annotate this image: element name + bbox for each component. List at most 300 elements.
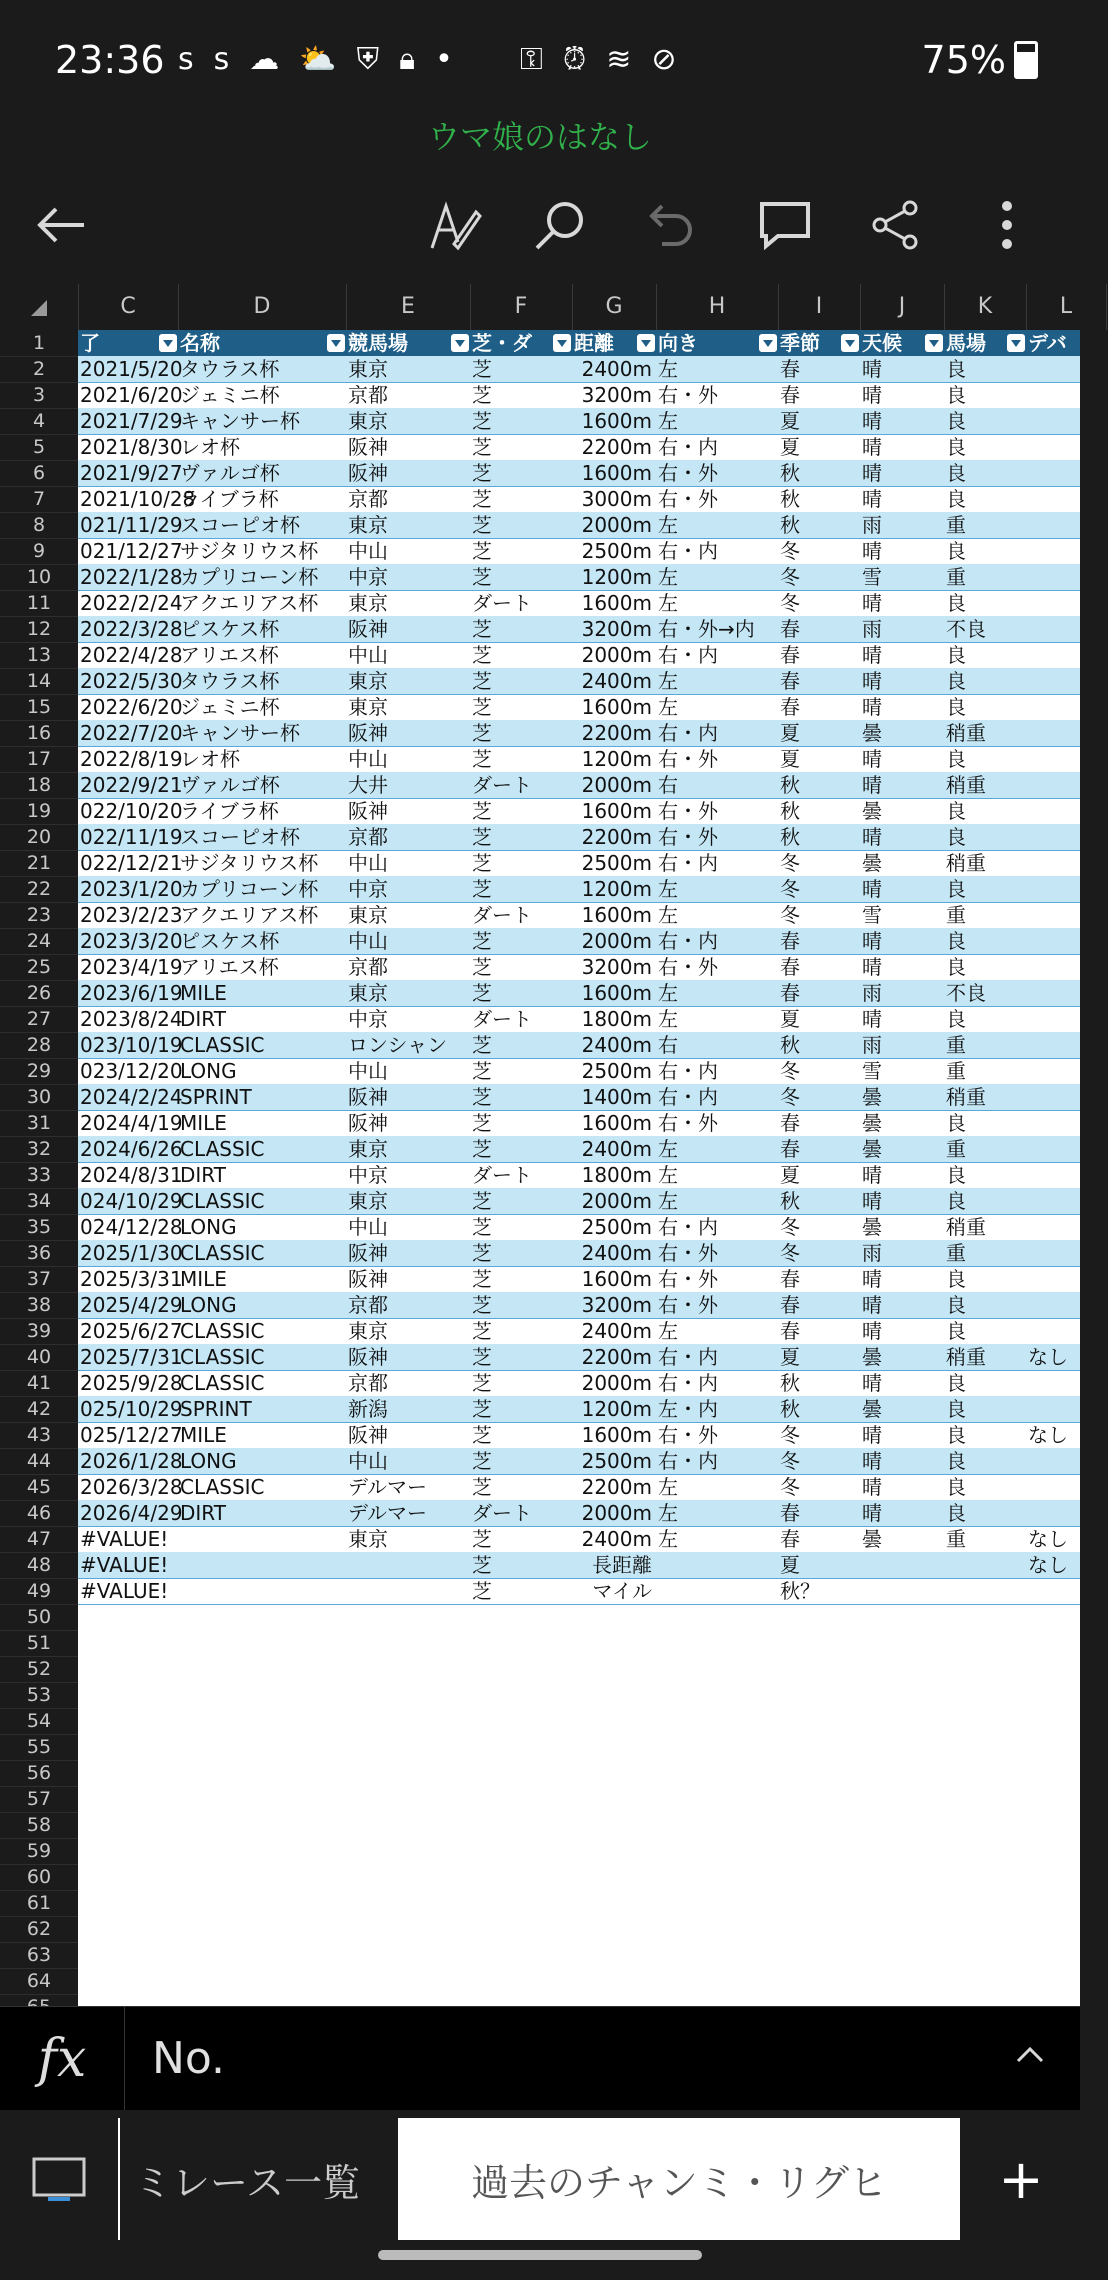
row-number[interactable]: 30 (0, 1084, 78, 1111)
table-cell[interactable]: 秋 (780, 1189, 800, 1213)
table-cell[interactable]: 秋 (780, 825, 800, 849)
table-cell[interactable]: 良 (946, 591, 966, 615)
table-cell[interactable]: 良 (946, 409, 966, 433)
table-row[interactable] (78, 720, 1080, 747)
table-cell[interactable]: 冬 (780, 1475, 800, 1499)
table-cell[interactable]: 晴 (862, 1371, 882, 1395)
table-cell[interactable]: 良 (946, 487, 966, 511)
table-cell[interactable]: 晴 (862, 877, 882, 901)
table-cell[interactable]: 良 (946, 799, 966, 823)
table-cell[interactable]: 左 (658, 591, 678, 615)
table-cell[interactable]: 京都 (348, 383, 388, 407)
header-cell[interactable] (1026, 330, 1108, 356)
table-cell[interactable]: 右・外 (658, 487, 718, 511)
row-number[interactable]: 58 (0, 1812, 78, 1839)
row-number[interactable]: 29 (0, 1058, 78, 1085)
table-cell[interactable]: 2023/2/23 (80, 903, 183, 927)
table-cell[interactable]: 芝 (472, 643, 492, 667)
table-cell[interactable]: 右・外 (658, 1241, 718, 1265)
table-row[interactable] (78, 1344, 1080, 1371)
table-cell[interactable]: 1600m (581, 461, 652, 485)
table-cell[interactable]: 023/10/19 (80, 1033, 183, 1057)
table-cell[interactable]: 2500m (581, 1059, 652, 1083)
table-cell[interactable]: 1200m (581, 1397, 652, 1421)
table-cell[interactable]: 芝 (472, 669, 492, 693)
table-cell[interactable]: 右・内 (658, 539, 718, 563)
table-cell[interactable]: 良 (946, 1371, 966, 1395)
table-cell[interactable]: 2200m (581, 721, 652, 745)
more-options-icon[interactable] (972, 190, 1042, 260)
table-cell[interactable]: #VALUE! (80, 1553, 169, 1577)
table-cell[interactable]: 2000m (581, 1189, 652, 1213)
table-cell[interactable]: 良 (946, 1189, 966, 1213)
table-cell[interactable]: 春 (780, 1527, 800, 1551)
table-cell[interactable]: 晴 (862, 695, 882, 719)
table-cell[interactable] (1026, 1084, 1108, 1110)
table-cell[interactable]: キャンサー杯 (180, 721, 300, 745)
table-cell[interactable]: 右 (658, 1033, 678, 1057)
table-cell[interactable]: CLASSIC (180, 1033, 265, 1057)
table-cell[interactable] (1026, 616, 1108, 642)
table-cell[interactable]: 左 (658, 565, 678, 589)
table-cell[interactable]: 良 (946, 955, 966, 979)
table-cell[interactable]: 雨 (862, 1241, 882, 1265)
table-row[interactable] (78, 1292, 1080, 1319)
row-number[interactable]: 9 (0, 538, 78, 565)
table-cell[interactable]: 3200m (581, 383, 652, 407)
table-cell[interactable]: 2500m (581, 539, 652, 563)
table-cell[interactable]: 2000m (581, 773, 652, 797)
header-cell[interactable] (470, 330, 574, 356)
table-cell[interactable]: 中京 (348, 1007, 388, 1031)
table-cell[interactable]: サジタリウス杯 (180, 539, 319, 563)
row-number[interactable]: 48 (0, 1552, 78, 1579)
row-number[interactable]: 42 (0, 1396, 78, 1423)
table-cell[interactable]: 中山 (348, 643, 388, 667)
table-cell[interactable]: 芝 (472, 1345, 492, 1369)
table-cell[interactable] (1026, 564, 1108, 590)
table-cell[interactable]: 芝 (472, 799, 492, 823)
table-row[interactable] (78, 876, 1080, 903)
table-cell[interactable]: 2023/4/19 (80, 955, 183, 979)
table-cell[interactable]: ジェミニ杯 (180, 695, 280, 719)
row-number[interactable]: 23 (0, 902, 78, 929)
table-cell[interactable]: 良 (946, 461, 966, 485)
table-cell[interactable]: 曇 (862, 851, 882, 875)
table-cell[interactable]: ロンシャン (348, 1033, 448, 1057)
table-cell[interactable]: 晴 (862, 357, 882, 381)
row-number[interactable]: 52 (0, 1656, 78, 1683)
table-cell[interactable] (1026, 460, 1108, 486)
table-cell[interactable]: 重 (946, 903, 966, 927)
table-cell[interactable]: 春 (780, 643, 800, 667)
table-cell[interactable]: 曇 (862, 721, 882, 745)
table-cell[interactable]: LONG (180, 1215, 237, 1239)
table-cell[interactable] (1026, 1448, 1108, 1474)
header-cell[interactable] (778, 330, 862, 356)
table-cell[interactable]: 晴 (862, 1475, 882, 1499)
table-cell[interactable]: 2021/8/30 (80, 435, 183, 459)
table-cell[interactable]: 良 (946, 669, 966, 693)
table-cell[interactable]: ジェミニ杯 (180, 383, 280, 407)
filter-dropdown-icon[interactable] (1007, 334, 1025, 352)
table-cell[interactable] (1026, 720, 1108, 746)
tab-race-list[interactable] (122, 2118, 404, 2240)
table-cell[interactable]: 右・内 (658, 643, 718, 667)
table-cell[interactable]: 春 (780, 981, 800, 1005)
table-cell[interactable]: 東京 (348, 409, 388, 433)
row-number[interactable]: 27 (0, 1006, 78, 1033)
column-header-k[interactable]: K (944, 284, 1027, 330)
table-cell[interactable] (1026, 1370, 1108, 1396)
table-row[interactable] (78, 694, 1080, 721)
row-number[interactable]: 11 (0, 590, 78, 617)
table-cell[interactable] (1026, 1058, 1108, 1084)
table-row[interactable] (78, 902, 1080, 929)
table-row[interactable] (78, 460, 1080, 487)
table-cell[interactable] (860, 1578, 946, 1604)
table-cell[interactable]: 晴 (862, 409, 882, 433)
table-cell[interactable]: 良 (946, 695, 966, 719)
row-number[interactable]: 15 (0, 694, 78, 721)
row-number[interactable]: 44 (0, 1448, 78, 1475)
row-number[interactable]: 32 (0, 1136, 78, 1163)
table-cell[interactable]: 阪神 (348, 721, 388, 745)
row-number[interactable]: 20 (0, 824, 78, 851)
table-cell[interactable]: 冬 (780, 877, 800, 901)
table-cell[interactable]: カプリコーン杯 (180, 877, 319, 901)
table-cell[interactable]: 東京 (348, 981, 388, 1005)
table-cell[interactable]: 2400m (581, 1241, 652, 1265)
table-row[interactable] (78, 486, 1080, 513)
table-cell[interactable]: 東京 (348, 1137, 388, 1161)
table-cell[interactable]: スコーピオ杯 (180, 513, 300, 537)
table-cell[interactable]: 芝 (472, 1449, 492, 1473)
table-cell[interactable] (1026, 694, 1108, 720)
table-cell[interactable]: 良 (946, 435, 966, 459)
row-number[interactable]: 34 (0, 1188, 78, 1215)
table-cell[interactable] (1026, 1006, 1108, 1032)
table-cell[interactable] (1026, 746, 1108, 772)
table-cell[interactable]: 2021/5/20 (80, 357, 183, 381)
table-cell[interactable]: 晴 (862, 1501, 882, 1525)
table-cell[interactable]: 曇 (862, 1345, 882, 1369)
table-cell[interactable]: 2200m (581, 1345, 652, 1369)
table-cell[interactable]: 稍重 (946, 1345, 986, 1369)
table-cell[interactable]: 2500m (581, 1215, 652, 1239)
table-cell[interactable]: アリエス杯 (180, 643, 279, 667)
table-cell[interactable]: #VALUE! (80, 1579, 169, 1603)
filter-dropdown-icon[interactable] (553, 334, 571, 352)
row-number[interactable]: 60 (0, 1864, 78, 1891)
navigation-handle[interactable] (378, 2250, 702, 2260)
table-cell[interactable]: なし (1028, 1423, 1068, 1447)
table-cell[interactable]: 芝 (472, 981, 492, 1005)
table-cell[interactable]: 左 (658, 981, 678, 1005)
row-number[interactable]: 3 (0, 382, 78, 409)
table-cell[interactable]: レオ杯 (180, 435, 240, 459)
table-cell[interactable]: 冬 (780, 903, 800, 927)
table-cell[interactable]: 3200m (581, 955, 652, 979)
row-number[interactable]: 28 (0, 1032, 78, 1059)
table-cell[interactable]: ダート (472, 903, 532, 927)
table-row[interactable] (78, 1552, 1080, 1579)
column-header-j[interactable]: J (860, 284, 945, 330)
table-cell[interactable]: 1600m (581, 695, 652, 719)
table-cell[interactable] (1026, 512, 1108, 538)
undo-icon[interactable] (636, 190, 706, 260)
table-cell[interactable]: 左 (658, 409, 678, 433)
table-cell[interactable]: 2025/4/29 (80, 1293, 183, 1317)
table-cell[interactable]: 1600m (581, 1423, 652, 1447)
table-cell[interactable]: ライブラ杯 (180, 487, 279, 511)
table-cell[interactable]: 芝 (472, 487, 492, 511)
table-cell[interactable]: CLASSIC (180, 1475, 265, 1499)
table-cell[interactable]: LONG (180, 1293, 237, 1317)
table-cell[interactable] (1026, 980, 1108, 1006)
table-cell[interactable]: 雨 (862, 617, 882, 641)
table-cell[interactable]: 中山 (348, 747, 388, 771)
row-number[interactable]: 8 (0, 512, 78, 539)
table-row[interactable] (78, 850, 1080, 877)
row-number[interactable]: 38 (0, 1292, 78, 1319)
table-cell[interactable]: CLASSIC (180, 1319, 265, 1343)
table-cell[interactable]: 阪神 (348, 1085, 388, 1109)
table-cell[interactable] (860, 1552, 946, 1578)
table-cell[interactable] (1026, 382, 1108, 408)
row-number[interactable]: 57 (0, 1786, 78, 1813)
table-cell[interactable]: 春 (780, 1293, 800, 1317)
table-cell[interactable]: 芝 (472, 617, 492, 641)
table-cell[interactable]: 芝 (472, 1319, 492, 1343)
table-cell[interactable]: 良 (946, 539, 966, 563)
table-row[interactable] (78, 746, 1080, 773)
table-cell[interactable]: DIRT (180, 1007, 226, 1031)
table-row[interactable] (78, 1058, 1080, 1085)
table-cell[interactable]: 2500m (581, 851, 652, 875)
column-header-h[interactable]: H (656, 284, 779, 330)
table-cell[interactable]: カプリコーン杯 (180, 565, 319, 589)
table-cell[interactable]: 良 (946, 1267, 966, 1291)
formula-input[interactable]: No. (152, 2033, 226, 2084)
table-row[interactable] (78, 434, 1080, 461)
table-cell[interactable]: 秋 (780, 1397, 800, 1421)
table-cell[interactable]: 右・内 (658, 1449, 718, 1473)
row-number[interactable]: 1 (0, 330, 78, 357)
row-number[interactable]: 25 (0, 954, 78, 981)
filter-dropdown-icon[interactable] (159, 334, 177, 352)
table-cell[interactable]: 春 (780, 1267, 800, 1291)
table-cell[interactable]: ライブラ杯 (180, 799, 279, 823)
table-cell[interactable]: 良 (946, 747, 966, 771)
table-cell[interactable]: LONG (180, 1059, 237, 1083)
table-cell[interactable]: 冬 (780, 1241, 800, 1265)
table-cell[interactable]: 良 (946, 1111, 966, 1135)
search-icon[interactable] (525, 190, 595, 260)
table-cell[interactable]: 良 (946, 1163, 966, 1187)
table-cell[interactable]: 稍重 (946, 773, 986, 797)
table-cell[interactable]: 阪神 (348, 1345, 388, 1369)
table-cell[interactable]: 芝 (472, 929, 492, 953)
table-cell[interactable] (1026, 1162, 1108, 1188)
table-cell[interactable] (1026, 1214, 1108, 1240)
table-cell[interactable]: 2400m (581, 1033, 652, 1057)
row-number[interactable]: 31 (0, 1110, 78, 1137)
table-cell[interactable]: 左 (658, 669, 678, 693)
table-cell[interactable]: 稍重 (946, 1215, 986, 1239)
table-cell[interactable]: 芝 (472, 383, 492, 407)
table-cell[interactable] (1026, 1292, 1108, 1318)
table-cell[interactable]: 秋 (780, 513, 800, 537)
table-cell[interactable]: 夏 (780, 1345, 800, 1369)
table-row[interactable] (78, 1032, 1080, 1059)
table-cell[interactable]: 右・外 (658, 799, 718, 823)
table-cell[interactable]: 025/10/29 (80, 1397, 183, 1421)
table-cell[interactable]: 025/12/27 (80, 1423, 183, 1447)
table-cell[interactable]: 芝 (472, 1553, 492, 1577)
table-cell[interactable]: CLASSIC (180, 1189, 265, 1213)
table-cell[interactable]: 良 (946, 1319, 966, 1343)
table-cell[interactable] (1026, 1474, 1108, 1500)
table-cell[interactable]: 右・外 (658, 747, 718, 771)
table-cell[interactable]: 良 (946, 1423, 966, 1447)
table-cell[interactable] (1026, 928, 1108, 954)
table-cell[interactable]: 右・内 (658, 1059, 718, 1083)
table-cell[interactable]: 右・内 (658, 1215, 718, 1239)
table-cell[interactable] (346, 1578, 472, 1604)
table-cell[interactable]: 1600m (581, 981, 652, 1005)
select-all-corner[interactable] (0, 284, 79, 330)
table-cell[interactable]: 春 (780, 1501, 800, 1525)
table-cell[interactable]: MILE (180, 1267, 227, 1291)
row-number[interactable]: 12 (0, 616, 78, 643)
filter-dropdown-icon[interactable] (759, 334, 777, 352)
table-cell[interactable] (1026, 1266, 1108, 1292)
table-cell[interactable]: 右・外 (658, 461, 718, 485)
table-cell[interactable]: 左 (658, 877, 678, 901)
table-cell[interactable]: 1800m (581, 1007, 652, 1031)
table-cell[interactable]: 2000m (581, 1371, 652, 1395)
table-cell[interactable]: 不良 (946, 981, 986, 1005)
table-cell[interactable] (656, 1578, 780, 1604)
row-number[interactable]: 63 (0, 1942, 78, 1969)
table-cell[interactable]: 晴 (862, 487, 882, 511)
table-cell[interactable]: 夏 (780, 1553, 800, 1577)
table-row[interactable] (78, 1214, 1080, 1241)
table-cell[interactable]: ピスケス杯 (180, 617, 280, 641)
table-cell[interactable]: 2022/8/19 (80, 747, 183, 771)
table-cell[interactable]: 中山 (348, 1215, 388, 1239)
row-number[interactable]: 59 (0, 1838, 78, 1865)
table-cell[interactable]: 024/12/28 (80, 1215, 183, 1239)
table-cell[interactable]: 2026/4/29 (80, 1501, 183, 1525)
table-cell[interactable]: 長距離 (592, 1553, 652, 1577)
table-cell[interactable]: 春 (780, 1137, 800, 1161)
table-cell[interactable]: 右・外 (658, 1111, 718, 1135)
table-cell[interactable]: キャンサー杯 (180, 409, 300, 433)
table-cell[interactable]: アクエリアス杯 (180, 903, 319, 927)
table-row[interactable] (78, 512, 1080, 539)
table-cell[interactable]: 2025/7/31 (80, 1345, 183, 1369)
table-cell[interactable]: MILE (180, 1111, 227, 1135)
table-cell[interactable]: 阪神 (348, 1111, 388, 1135)
table-cell[interactable] (1026, 1136, 1108, 1162)
table-cell[interactable]: 秋？ (780, 1579, 820, 1603)
table-cell[interactable]: 晴 (862, 435, 882, 459)
row-number[interactable]: 53 (0, 1682, 78, 1709)
table-cell[interactable]: 2025/9/28 (80, 1371, 183, 1395)
table-cell[interactable]: 良 (946, 1007, 966, 1031)
table-row[interactable] (78, 1266, 1080, 1293)
table-row[interactable] (78, 616, 1080, 643)
table-cell[interactable]: 冬 (780, 1423, 800, 1447)
table-cell[interactable]: 東京 (348, 1319, 388, 1343)
table-cell[interactable]: 022/11/19 (80, 825, 183, 849)
table-cell[interactable]: 阪神 (348, 461, 388, 485)
table-cell[interactable]: ヴァルゴ杯 (180, 461, 280, 485)
table-cell[interactable]: 稍重 (946, 851, 986, 875)
table-cell[interactable]: デルマー (348, 1501, 427, 1525)
table-cell[interactable]: 重 (946, 1527, 966, 1551)
table-cell[interactable]: 中山 (348, 851, 388, 875)
table-cell[interactable]: 曇 (862, 1137, 882, 1161)
row-number[interactable]: 55 (0, 1734, 78, 1761)
table-cell[interactable]: デルマー (348, 1475, 427, 1499)
table-cell[interactable]: 芝 (472, 435, 492, 459)
table-cell[interactable]: 左 (658, 357, 678, 381)
table-cell[interactable]: 右・内 (658, 851, 718, 875)
table-cell[interactable]: 右・外 (658, 1423, 718, 1447)
table-cell[interactable]: 晴 (862, 669, 882, 693)
header-cell[interactable] (572, 330, 658, 356)
header-cell[interactable] (944, 330, 1028, 356)
table-cell[interactable]: 良 (946, 877, 966, 901)
table-cell[interactable]: 冬 (780, 1085, 800, 1109)
table-cell[interactable]: 良 (946, 1475, 966, 1499)
table-cell[interactable]: LONG (180, 1449, 237, 1473)
row-number[interactable]: 17 (0, 746, 78, 773)
table-cell[interactable]: 023/12/20 (80, 1059, 183, 1083)
row-number[interactable]: 49 (0, 1578, 78, 1605)
row-number[interactable]: 40 (0, 1344, 78, 1371)
table-cell[interactable]: 1600m (581, 799, 652, 823)
table-cell[interactable]: 夏 (780, 721, 800, 745)
table-cell[interactable]: 芝 (472, 513, 492, 537)
table-row[interactable] (78, 590, 1080, 617)
table-cell[interactable]: 夏 (780, 409, 800, 433)
table-cell[interactable]: 芝 (472, 1111, 492, 1135)
table-cell[interactable]: SPRINT (180, 1397, 252, 1421)
table-row[interactable] (78, 928, 1080, 955)
table-cell[interactable]: 曇 (862, 1527, 882, 1551)
table-row[interactable] (78, 408, 1080, 435)
table-cell[interactable] (1026, 1188, 1108, 1214)
table-cell[interactable]: 左 (658, 1163, 678, 1187)
table-cell[interactable] (1026, 1318, 1108, 1344)
table-cell[interactable]: 夏 (780, 1163, 800, 1187)
table-cell[interactable]: 芝 (472, 695, 492, 719)
table-cell[interactable] (1026, 1396, 1108, 1422)
table-cell[interactable]: 左 (658, 903, 678, 927)
table-cell[interactable]: 良 (946, 1501, 966, 1525)
table-cell[interactable]: CLASSIC (180, 1241, 265, 1265)
row-number[interactable]: 51 (0, 1630, 78, 1657)
table-cell[interactable]: 東京 (348, 357, 388, 381)
table-cell[interactable]: 晴 (862, 1189, 882, 1213)
table-cell[interactable]: 雪 (862, 903, 882, 927)
table-row[interactable] (78, 980, 1080, 1007)
table-cell[interactable]: 芝 (472, 1189, 492, 1213)
